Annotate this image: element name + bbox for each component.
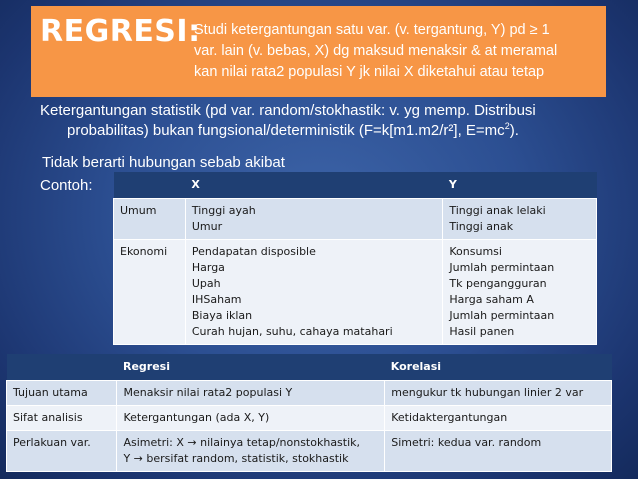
example-table: [113, 172, 597, 345]
slide-subtitle: [194, 20, 604, 83]
cell-line: Asimetri: X → nilainya tetap/nonstokhastik,: [123, 436, 361, 449]
cell-line: Curah hujan, suhu, cahaya matahari: [191, 325, 393, 338]
row-label: Sifat analisis: [7, 406, 117, 431]
cell-line: Ketidaktergantungan: [391, 411, 508, 424]
title-box: [31, 6, 606, 97]
cell-line: Tk pengangguran: [449, 277, 547, 290]
cell-line: Umur: [191, 220, 223, 233]
y-cell: [443, 240, 597, 345]
comparison-table: [6, 354, 612, 472]
x-cell: [185, 240, 443, 345]
cell-line: Tinggi anak: [449, 220, 514, 233]
subtitle-line: var. lain (v. bebas, X) dg maksud menaksir & at meramal: [194, 43, 558, 59]
regresi-cell: [117, 431, 385, 472]
cell-line: Y → bersifat random, statistik, stokhastik: [123, 452, 349, 465]
table-header-row: [7, 354, 612, 381]
subtitle-line: Studi ketergantungan satu var. (v. tergantung, Y) pd ≥ 1: [194, 22, 550, 38]
table-row: [114, 240, 597, 345]
paragraph-text: probabilitas) bukan fungsional/deterministik (F=k[m1.m2/r²], E=mc: [67, 122, 505, 139]
header-cell: Korelasi: [385, 354, 612, 381]
table-row: [7, 431, 612, 472]
cell-line: Menaksir nilai rata2 populasi Y: [123, 386, 293, 399]
cell-line: Hasil panen: [449, 325, 515, 338]
cell-line: Tinggi anak lelaki: [449, 204, 546, 217]
subtitle-line: kan nilai rata2 populasi Y jk nilai X diketahui atau tetap: [194, 64, 545, 80]
y-cell: [443, 199, 597, 240]
regresi-cell: [117, 406, 385, 431]
table-row: [114, 199, 597, 240]
header-cell: [7, 354, 117, 381]
slide-title: REGRESI:: [40, 14, 201, 49]
cell-line: Pendapatan disposible: [191, 245, 316, 258]
example-label: Contoh:: [40, 177, 93, 194]
table-row: [7, 406, 612, 431]
row-label: Umum: [114, 199, 186, 240]
table-row: [7, 381, 612, 406]
header-cell: X: [185, 172, 443, 199]
superscript: 2: [504, 121, 510, 131]
table-header-row: [114, 172, 597, 199]
cell-line: IHSaham: [191, 293, 242, 306]
header-cell: [114, 172, 186, 199]
paragraph-causality: Tidak berarti hubungan sebab akibat: [42, 154, 285, 171]
paragraph-line: Ketergantungan statistik (pd var. random/stokhastik: v. yg memp. Distribusi: [40, 102, 536, 119]
row-label: Ekonomi: [114, 240, 186, 345]
header-cell: Y: [443, 172, 597, 199]
cell-line: Jumlah permintaan: [449, 309, 555, 322]
row-label: Perlakuan var.: [7, 431, 117, 472]
paragraph-text: ).: [509, 122, 519, 139]
cell-line: Tinggi ayah: [191, 204, 256, 217]
x-cell: [185, 199, 443, 240]
cell-line: Harga: [191, 261, 225, 274]
korelasi-cell: [385, 431, 612, 472]
korelasi-cell: [385, 381, 612, 406]
header-cell: Regresi: [117, 354, 385, 381]
cell-line: Ketergantungan (ada X, Y): [123, 411, 270, 424]
cell-line: Harga saham A: [449, 293, 534, 306]
regresi-cell: [117, 381, 385, 406]
korelasi-cell: [385, 406, 612, 431]
row-label: Tujuan utama: [7, 381, 117, 406]
cell-line: mengukur tk hubungan linier 2 var: [391, 386, 584, 399]
paragraph-dependence: [40, 101, 620, 141]
cell-line: Simetri: kedua var. random: [391, 436, 542, 449]
cell-line: Biaya iklan: [191, 309, 253, 322]
cell-line: Konsumsi: [449, 245, 502, 258]
cell-line: Upah: [191, 277, 221, 290]
paragraph-line-indented: [40, 121, 620, 141]
cell-line: Jumlah permintaan: [449, 261, 555, 274]
